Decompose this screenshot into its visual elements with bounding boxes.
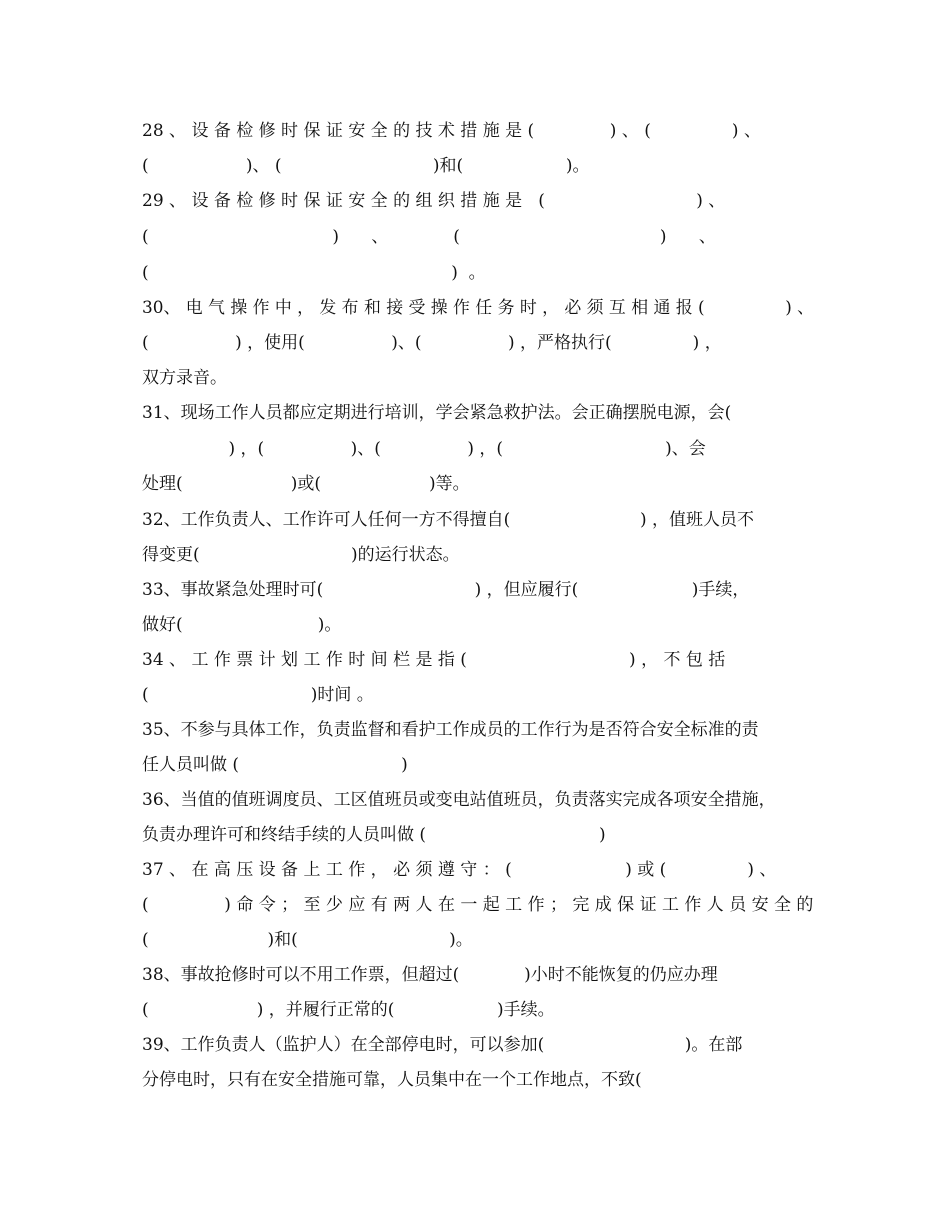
question-35-line-2: 任人员叫做 ( ) — [142, 755, 408, 775]
question-37-line-3: ( )和( )。 — [142, 930, 473, 950]
question-39-line-1: 39、工作负责人（监护人）在全部停电时，可以参加( )。在部 — [142, 1035, 743, 1055]
question-34-line-2: ( )时间 。 — [142, 685, 374, 705]
question-38-line-1: 38、事故抢修时可以不用工作票，但超过( )小时不能恢复的仍应办理 — [142, 965, 718, 985]
question-28-line-1: 28 、 设 备 检 修 时 保 证 安 全 的 技 术 措 施 是 ( ) 、 ( ) 、 — [142, 121, 761, 141]
question-34-line-1: 34 、 工 作 票 计 划 工 作 时 间 栏 是 指 ( ) ， 不 包 括 — [142, 650, 726, 670]
question-36-line-1: 36、当值的值班调度员、工区值班员或变电站值班员，负责落实完成各项安全措施， — [142, 790, 776, 810]
question-39-line-2: 分停电时，只有在安全措施可靠，人员集中在一个工作地点，不致( — [142, 1070, 642, 1090]
question-31-line-1: 31、现场工作人员都应定期进行培训，学会紧急救护法。会正确摆脱电源，会( — [142, 403, 732, 423]
question-38-line-2: ( ) ，并履行正常的( )手续。 — [142, 1000, 555, 1020]
question-31-line-3: 处理( )或( )等。 — [142, 474, 470, 494]
question-30-line-1: 30、 电 气 操 作 中 ， 发 布 和 接 受 操 作 任 务 时 ， 必 须 互 相 通 报 ( ) 、 — [142, 298, 815, 318]
question-33-line-1: 33、事故紧急处理时可( ) ，但应履行( )手续， — [142, 580, 750, 600]
question-29-line-1: 29 、 设 备 检 修 时 保 证 安 全 的 组 织 措 施 是 ( ) 、 — [142, 191, 726, 211]
question-36-line-2: 负责办理许可和终结手续的人员叫做 ( ) — [142, 825, 606, 845]
question-37-line-2: ( ) 命 令 ； 至 少 应 有 两 人 在 一 起 工 作 ； 完 成 保 证 工 作 人 员 安 全 的 — [142, 895, 814, 915]
question-29-line-2: ( ) 、 ( ) 、 — [142, 227, 716, 247]
question-37-line-1: 37 、 在 高 压 设 备 上 工 作 ， 必 须 遵 守 ： ( ) 或 ( ) 、 — [142, 860, 777, 880]
question-31-line-2: ) ，( )、( ) ，( )、会 — [142, 439, 706, 459]
question-33-line-2: 做好( )。 — [142, 615, 342, 635]
question-32-line-2: 得变更( )的运行状态。 — [142, 545, 460, 565]
question-32-line-1: 32、工作负责人、工作许可人任何一方不得擅自( ) ，值班人员不 — [142, 510, 754, 530]
question-30-line-3: 双方录音。 — [142, 368, 227, 388]
question-29-line-3: ( ) 。 — [142, 263, 486, 283]
question-30-line-2: ( ) ，使用( )、( ) ，严格执行( ) ， — [142, 333, 722, 353]
question-28-line-2: ( )、 ( )和( )。 — [142, 156, 590, 176]
question-35-line-1: 35、不参与具体工作，负责监督和看护工作成员的工作行为是否符合安全标准的责 — [142, 720, 759, 740]
